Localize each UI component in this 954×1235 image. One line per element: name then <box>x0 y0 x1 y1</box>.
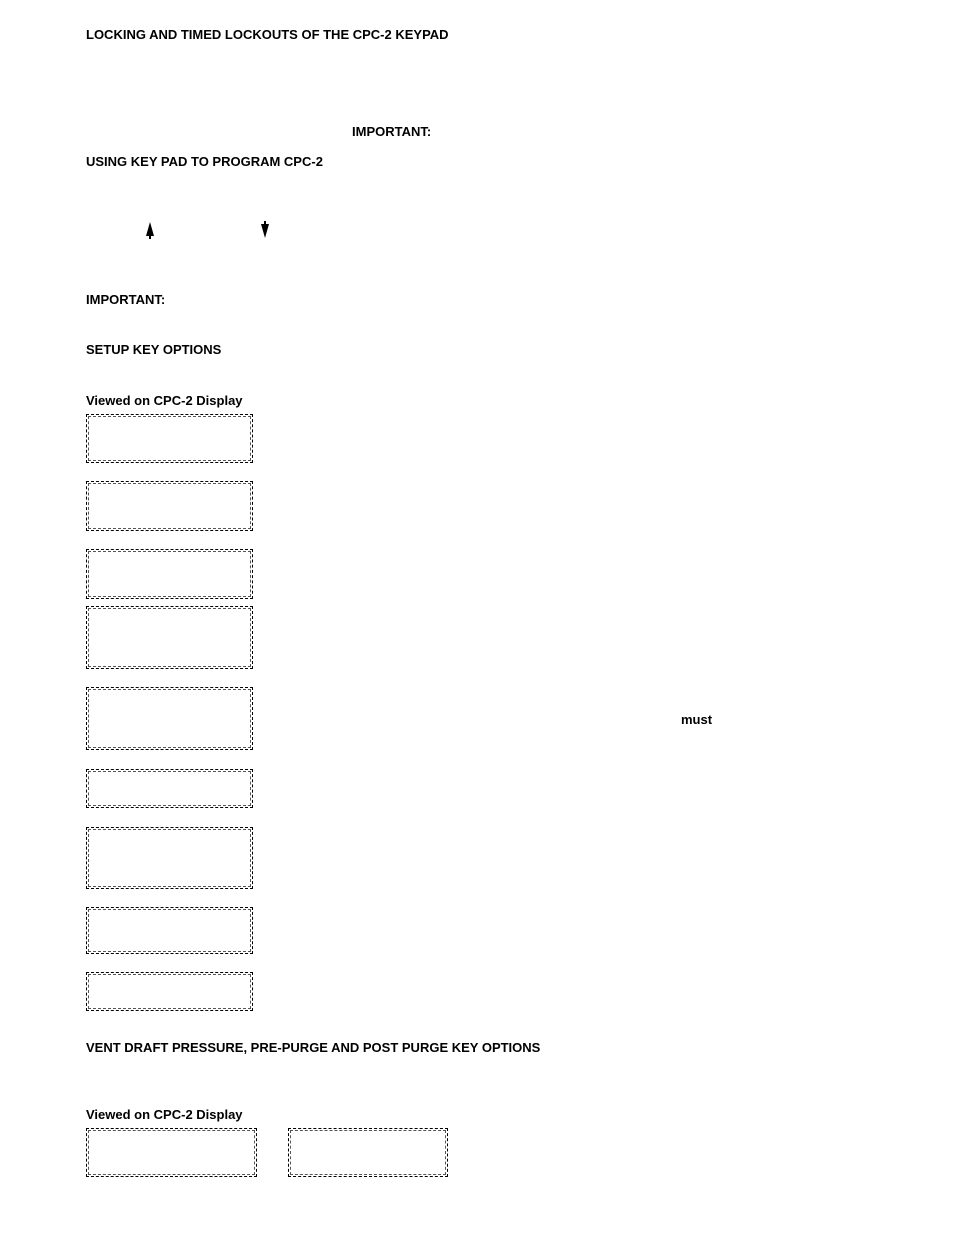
viewed-on-display-label: Viewed on CPC-2 Display <box>86 1107 243 1122</box>
display-box <box>86 414 253 463</box>
up-arrow-icon <box>145 222 155 240</box>
display-box <box>86 1128 257 1177</box>
heading-using-keypad: USING KEY PAD TO PROGRAM CPC-2 <box>86 154 323 169</box>
display-box <box>288 1128 448 1177</box>
important-label-1: IMPORTANT: <box>352 124 432 139</box>
display-box <box>86 827 253 889</box>
important-label-2: IMPORTANT: <box>86 292 166 307</box>
must-emphasis: must <box>681 712 713 727</box>
display-box <box>86 687 253 750</box>
heading-vent-draft: VENT DRAFT PRESSURE, PRE-PURGE AND POST PURGE KEY OPTIONS <box>86 1040 541 1055</box>
heading-locking: LOCKING AND TIMED LOCKOUTS OF THE CPC-2 KEYPAD <box>86 27 449 42</box>
display-box <box>86 769 253 808</box>
display-box <box>86 549 253 599</box>
display-box <box>86 907 253 954</box>
heading-setup-key-options: SETUP KEY OPTIONS <box>86 342 222 357</box>
down-arrow-icon <box>260 221 270 239</box>
display-box <box>86 481 253 531</box>
display-box <box>86 606 253 669</box>
display-box <box>86 972 253 1011</box>
viewed-on-display-label: Viewed on CPC-2 Display <box>86 393 243 408</box>
